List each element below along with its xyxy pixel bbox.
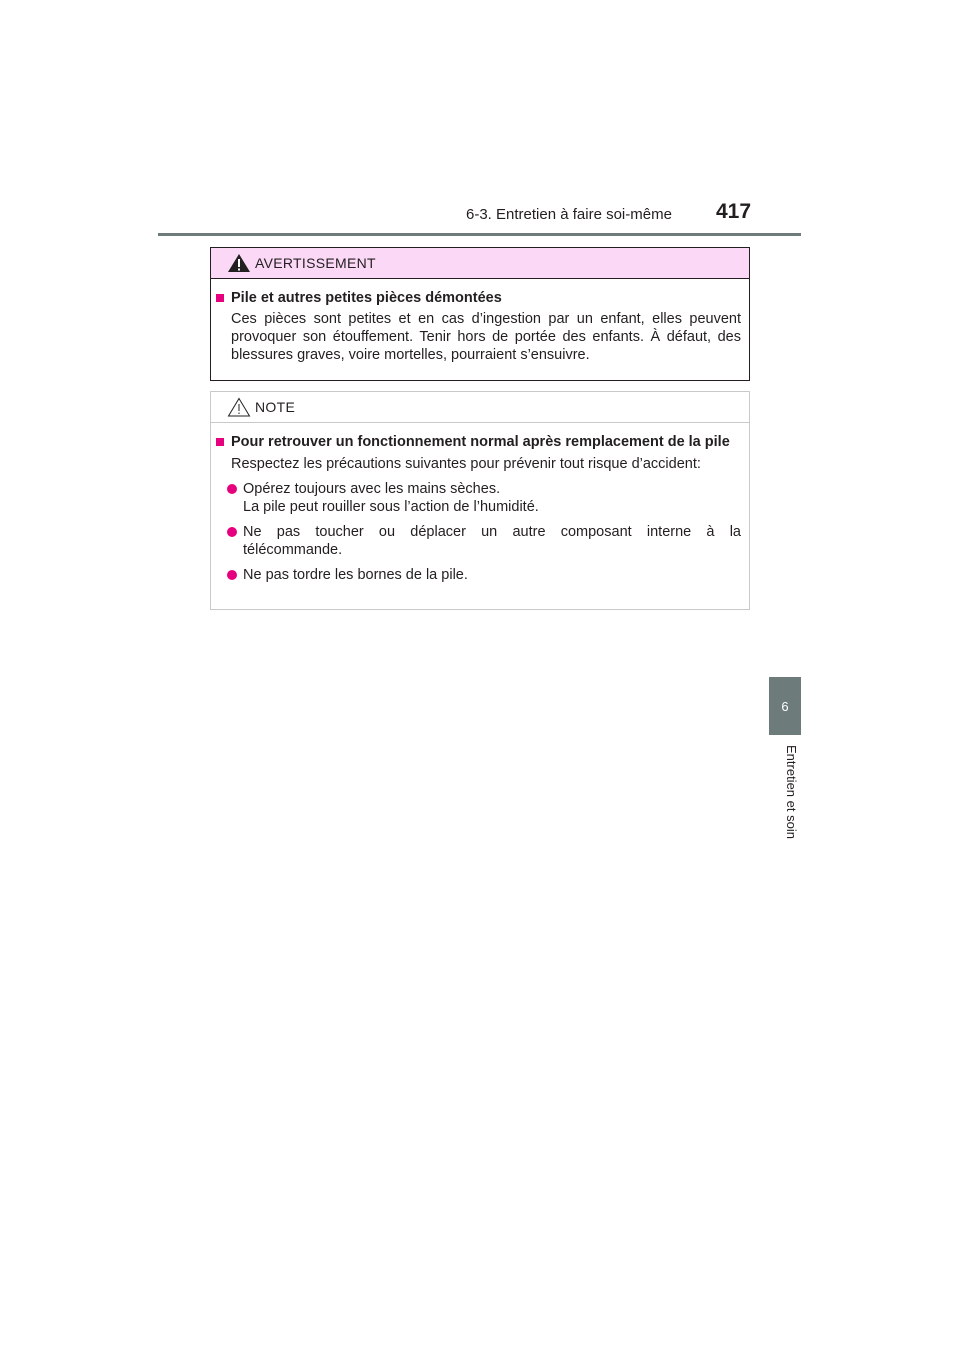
square-bullet-icon: [216, 294, 224, 302]
round-bullet-icon: [227, 484, 237, 494]
round-bullet-icon: [227, 527, 237, 537]
square-bullet-icon: [216, 438, 224, 446]
note-heading: NOTE: [255, 399, 296, 415]
round-bullet-icon: [227, 570, 237, 580]
caution-triangle-icon: [227, 397, 251, 417]
warning-item-title: Pile et autres petites pièces démontées: [216, 289, 741, 307]
note-item-title: Pour retrouver un fonctionnement normal après remplacement de la pile: [216, 433, 741, 451]
chapter-tab: [769, 677, 801, 735]
header-rule: [158, 233, 801, 236]
page-number: 417: [716, 200, 752, 223]
chapter-label: Entretien et soin: [784, 745, 799, 839]
warning-body: [211, 279, 749, 364]
list-item: Opérez toujours avec les mains sèches. La pile peut rouiller sous l’action de l’humidité.: [227, 480, 741, 516]
note-box: [210, 391, 750, 610]
section-title: 6-3. Entretien à faire soi-même: [466, 206, 672, 223]
note-body: [211, 423, 749, 584]
chapter-number: 6: [781, 698, 789, 714]
list-item: Ne pas tordre les bornes de la pile.: [227, 566, 741, 584]
warning-header: [211, 248, 749, 279]
warning-triangle-icon: [227, 253, 251, 273]
list-item: Ne pas toucher ou déplacer un autre composant interne à la télécommande.: [227, 523, 741, 559]
warning-item-text: Ces pièces sont petites et en cas d’ingestion par un enfant, elles peuvent provoquer son étouffement. Tenir hors de portée des enfants. À défaut, des blessures graves, voire mortelles, pourraient s’ensuivre.: [231, 311, 741, 363]
note-intro: Respectez les précautions suivantes pour prévenir tout risque d’accident:: [231, 456, 701, 472]
note-header: [211, 392, 749, 423]
warning-box: [210, 247, 750, 381]
warning-heading: AVERTISSEMENT: [255, 255, 376, 271]
